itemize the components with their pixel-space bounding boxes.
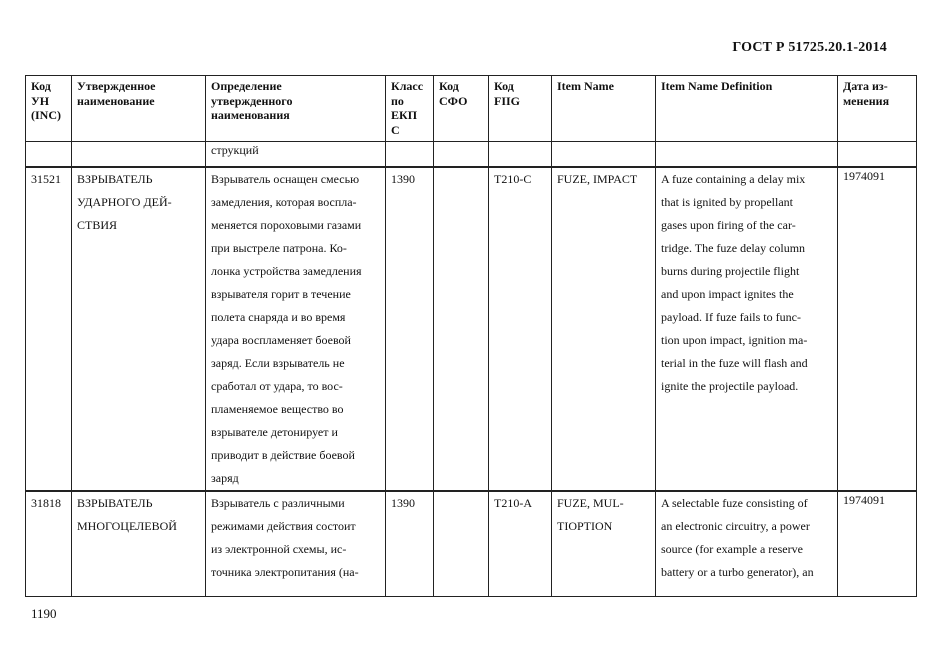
- nomenclature-table: [25, 75, 917, 597]
- cell-class: 1390: [386, 167, 434, 491]
- cell-item-name: [552, 142, 656, 168]
- cell-name: ВЗРЫВАТЕЛЬ УДАРНОГО ДЕЙ- СТВИЯ: [72, 167, 206, 491]
- cell-sfo: [434, 167, 489, 491]
- cell-item-definition: A selectable fuze consisting of an electronic circuitry, a power source (for example a reserve battery or a turbo generator), an: [656, 491, 838, 597]
- cell-item-definition: A fuze containing a delay mix that is ignited by propellant gases upon firing of the car- tridge. The fuze delay column burns during projectile flight and upon impact ignites the payload. If fuze fails to func- tion upon impact, ignition ma- terial in the fuze will flash and ignite the projectile payload.: [656, 167, 838, 491]
- col-header-fiig: Код FIIG: [489, 76, 552, 142]
- cell-item-name: FUZE, IMPACT: [552, 167, 656, 491]
- page-number: 1190: [31, 606, 57, 621]
- table-row: [26, 167, 917, 491]
- col-header-sfo: Код СФО: [434, 76, 489, 142]
- cell-item-name: FUZE, MUL- TIOPTION: [552, 491, 656, 597]
- cell-fiig: [489, 142, 552, 168]
- col-header-item-definition: Item Name Definition: [656, 76, 838, 142]
- cell-fiig: T210-A: [489, 491, 552, 597]
- cell-fiig: T210-C: [489, 167, 552, 491]
- cell-item-definition: [656, 142, 838, 168]
- cell-class: [386, 142, 434, 168]
- col-header-date: Дата из- менения: [838, 76, 917, 142]
- table-header-row: [26, 76, 917, 142]
- cell-inc: 31818: [26, 491, 72, 597]
- document-code: ГОСТ Р 51725.20.1-2014: [732, 40, 887, 55]
- col-header-approved-name: Утвержденное наименование: [72, 76, 206, 142]
- col-header-item-name: Item Name: [552, 76, 656, 142]
- cell-definition: струкций: [206, 142, 386, 168]
- cell-name: ВЗРЫВАТЕЛЬ МНОГОЦЕЛЕВОЙ: [72, 491, 206, 597]
- cell-sfo: [434, 142, 489, 168]
- cell-definition: Взрыватель с различными режимами действия состоит из электронной схемы, ис- точника электропитания (на-: [206, 491, 386, 597]
- table-row-continuation: [26, 142, 917, 168]
- cell-name: [72, 142, 206, 168]
- cell-definition: Взрыватель оснащен смесью замедления, которая воспла- меняется пороховыми газами при выстреле патрона. Ко- лонка устройства замедления взрывателя горит в течение полета снаряда и во время удара воспламеняет боевой заряд. Если взрыватель не сработал от удара, то вос- пламеняемое вещество во взрывателе детонирует и приводит в действие боевой заряд: [206, 167, 386, 491]
- col-header-class: Класс по ЕКП С: [386, 76, 434, 142]
- col-header-definition: Определение утвержденного наименования: [206, 76, 386, 142]
- cell-inc: [26, 142, 72, 168]
- cell-date: [838, 142, 917, 168]
- cell-date: 1974091: [838, 491, 917, 597]
- cell-date: 1974091: [838, 167, 917, 491]
- cell-inc: 31521: [26, 167, 72, 491]
- table-row: [26, 491, 917, 597]
- cell-sfo: [434, 491, 489, 597]
- col-header-inc: Код УН (INC): [26, 76, 72, 142]
- cell-class: 1390: [386, 491, 434, 597]
